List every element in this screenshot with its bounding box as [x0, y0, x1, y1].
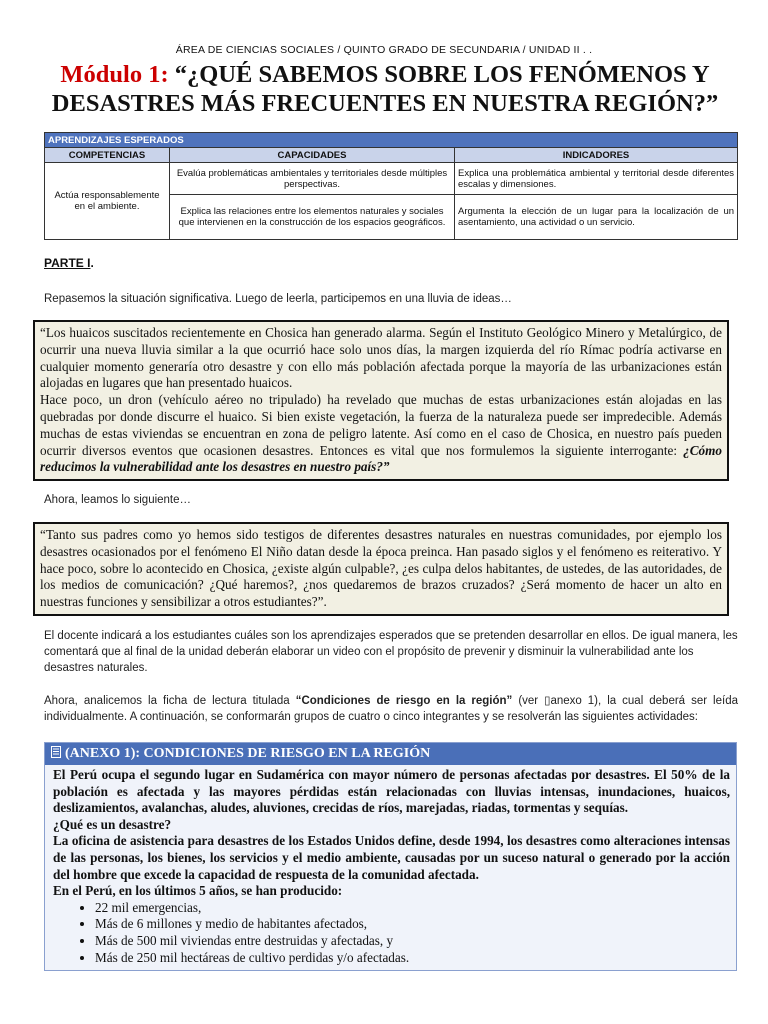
- annex-question: ¿Qué es un desastre?: [53, 816, 172, 832]
- reading-title: “Condiciones de riesgo en la región”: [295, 695, 513, 707]
- annex-paragraph: El Perú ocupa el segundo lugar en Sudamérica con mayor número de personas afectadas por desastres. El 50% de la población es afectada y las mayores pérdidas están relacionadas con lluvias intensas, inundaciones, huaicos, deslizamientos, avalanchas, aludes, aluviones, crecidas de ríos, marejadas, riadas, tormentas y sequías.: [53, 767, 730, 816]
- instruction-paragraph: [44, 693, 738, 725]
- intro-paragraph: Ahora, leamos lo siguiente…: [44, 494, 192, 506]
- situation-quote-box: [33, 320, 729, 481]
- paragraph-text: (ver ▯anexo 1), la cual deberá ser leída individualmente. A continuación, se conformarán grupos de cuatro o cinco integrantes y se resolverán las siguientes actividades:: [44, 695, 738, 723]
- module-label: Módulo 1:: [60, 61, 169, 88]
- annex-list: [53, 900, 730, 966]
- section-suffix: .: [90, 256, 94, 270]
- quote-paragraph: “Tanto sus padres como yo hemos sido testigos de diferentes desastres naturales en nuestras comunidades, por ejemplo los desastres ocasionados por el fenómeno El Niño datan desde la época preinca. Han pasado siglos y el fenómeno es reiterativo. Y hace poco, sobre lo acontecido en Chosica, ¿existe algún culpable?, ¿es culpa delos habitantes, de ustedes, de las autoridades, de los medios de comunicación? ¿Qué haremos?, ¿nos quedaremos de brazos cruzados? ¿Será momento de hacer un alto en nuestras funciones y sensibilizar a otros estudiantes?”.: [40, 527, 722, 610]
- list-item: • 22 mil emergencias,: [95, 900, 730, 917]
- quote-paragraph: “Los huaicos suscitados recientemente en Chosica han generado alarma. Según el Instituto Geológico Minero y Metalúrgico, de ocurrir una nueva lluvia similar a la que ocurrió hace solo unos días, la margen izquierda del río Rímac podría activarse en cualquier momento generaría otro desastre y con ello más población afectada porque la mayoría de las urbanizaciones están alojadas en lugares que han presentado huaicos.: [40, 325, 722, 391]
- capacidad-cell: Evalúa problemáticas ambientales y territoriales desde múltiples perspectivas.: [170, 163, 455, 195]
- key-question: ¿Cómo reducimos la vulnerabilidad ante los desastres en nuestro país?”: [40, 442, 722, 475]
- annex-paragraph: La oficina de asistencia para desastres de los Estados Unidos define, desde 1994, los desastres como alteraciones intensas de las personas, los bienes, los servicios y el medio ambiente, causadas por un suceso natural o generado por la acción del hombre que excede la capacidad de respuesta de la comunidad afectada.: [53, 833, 730, 882]
- header-competencias: COMPETENCIAS: [45, 148, 170, 163]
- instruction-paragraph: El docente indicará a los estudiantes cuáles son los aprendizajes esperados que se pretenden desarrollar en ellos. De igual manera, les comentará que al final de la unidad deberán elaborar un video con el propósito de prevenir y disminuir la vulnerabilidad ante los desastres naturales.: [44, 630, 738, 674]
- capacidad-cell: Explica las relaciones entre los elementos naturales y sociales que intervienen en la construcción de los espacios geográficos.: [170, 195, 455, 240]
- annex-paragraph: En el Perú, en los últimos 5 años, se han producido:: [53, 883, 343, 899]
- teacher-quote-box: [33, 522, 729, 616]
- intro-paragraph: Repasemos la situación significativa. Luego de leerla, participemos en una lluvia de ideas…: [44, 293, 512, 305]
- indicador-cell: Argumenta la elección de un lugar para la localización de un asentamiento, una actividad o un servicio.: [455, 195, 738, 240]
- paragraph-text: Ahora, analicemos la ficha de lectura titulada: [44, 695, 296, 707]
- competencia-cell: Actúa responsablemente en el ambiente.: [45, 163, 170, 240]
- table-banner: APRENDIZAJES ESPERADOS: [45, 133, 738, 148]
- header-capacidades: CAPACIDADES: [170, 148, 455, 163]
- list-item: • Más de 500 mil viviendas entre destruidas y afectadas, y: [95, 933, 730, 950]
- document-header: ÁREA DE CIENCIAS SOCIALES / QUINTO GRADO DE SECUNDARIA / UNIDAD II . .: [175, 44, 593, 56]
- title-text: “¿QUÉ SABEMOS SOBRE LOS FENÓMENOS Y DESASTRES MÁS FRECUENTES EN NUESTRA REGIÓN?”: [51, 61, 719, 117]
- header-indicadores: INDICADORES: [455, 148, 738, 163]
- page-title: [40, 60, 730, 118]
- document-icon: [51, 746, 61, 763]
- annex-body: [45, 765, 736, 970]
- quote-text: Hace poco, un dron (vehículo aéreo no tripulado) ha revelado que muchas de estas urbanizaciones están alojadas en las quebradas por donde discurre el huaico. Si bien existe vegetación, la fuerza de la naturaleza puede ser impredecible. Además muchas de estas viviendas se encuentran en zona de peligro latente. Así como en el caso de Chosica, en nuestro país pueden ocurrir diversos eventos que ocasionen desastres. Entonces es vital que nos formulemos la siguiente interrogante:: [40, 392, 722, 458]
- indicador-cell: Explica una problemática ambiental y territorial desde diferentes escalas y dimensiones.: [455, 163, 738, 195]
- annex-header: [45, 743, 736, 765]
- annex-box: [44, 742, 737, 971]
- annex-title: (ANEXO 1): CONDICIONES DE RIESGO EN LA REGIÓN: [65, 746, 431, 761]
- section-heading: [44, 256, 94, 270]
- expected-learning-table: [44, 132, 738, 240]
- quote-paragraph: [40, 392, 722, 476]
- list-item: • Más de 250 mil hectáreas de cultivo perdidas y/o afectadas.: [95, 950, 730, 967]
- section-label: PARTE I: [44, 256, 91, 270]
- list-item: • Más de 6 millones y medio de habitantes afectados,: [95, 916, 730, 933]
